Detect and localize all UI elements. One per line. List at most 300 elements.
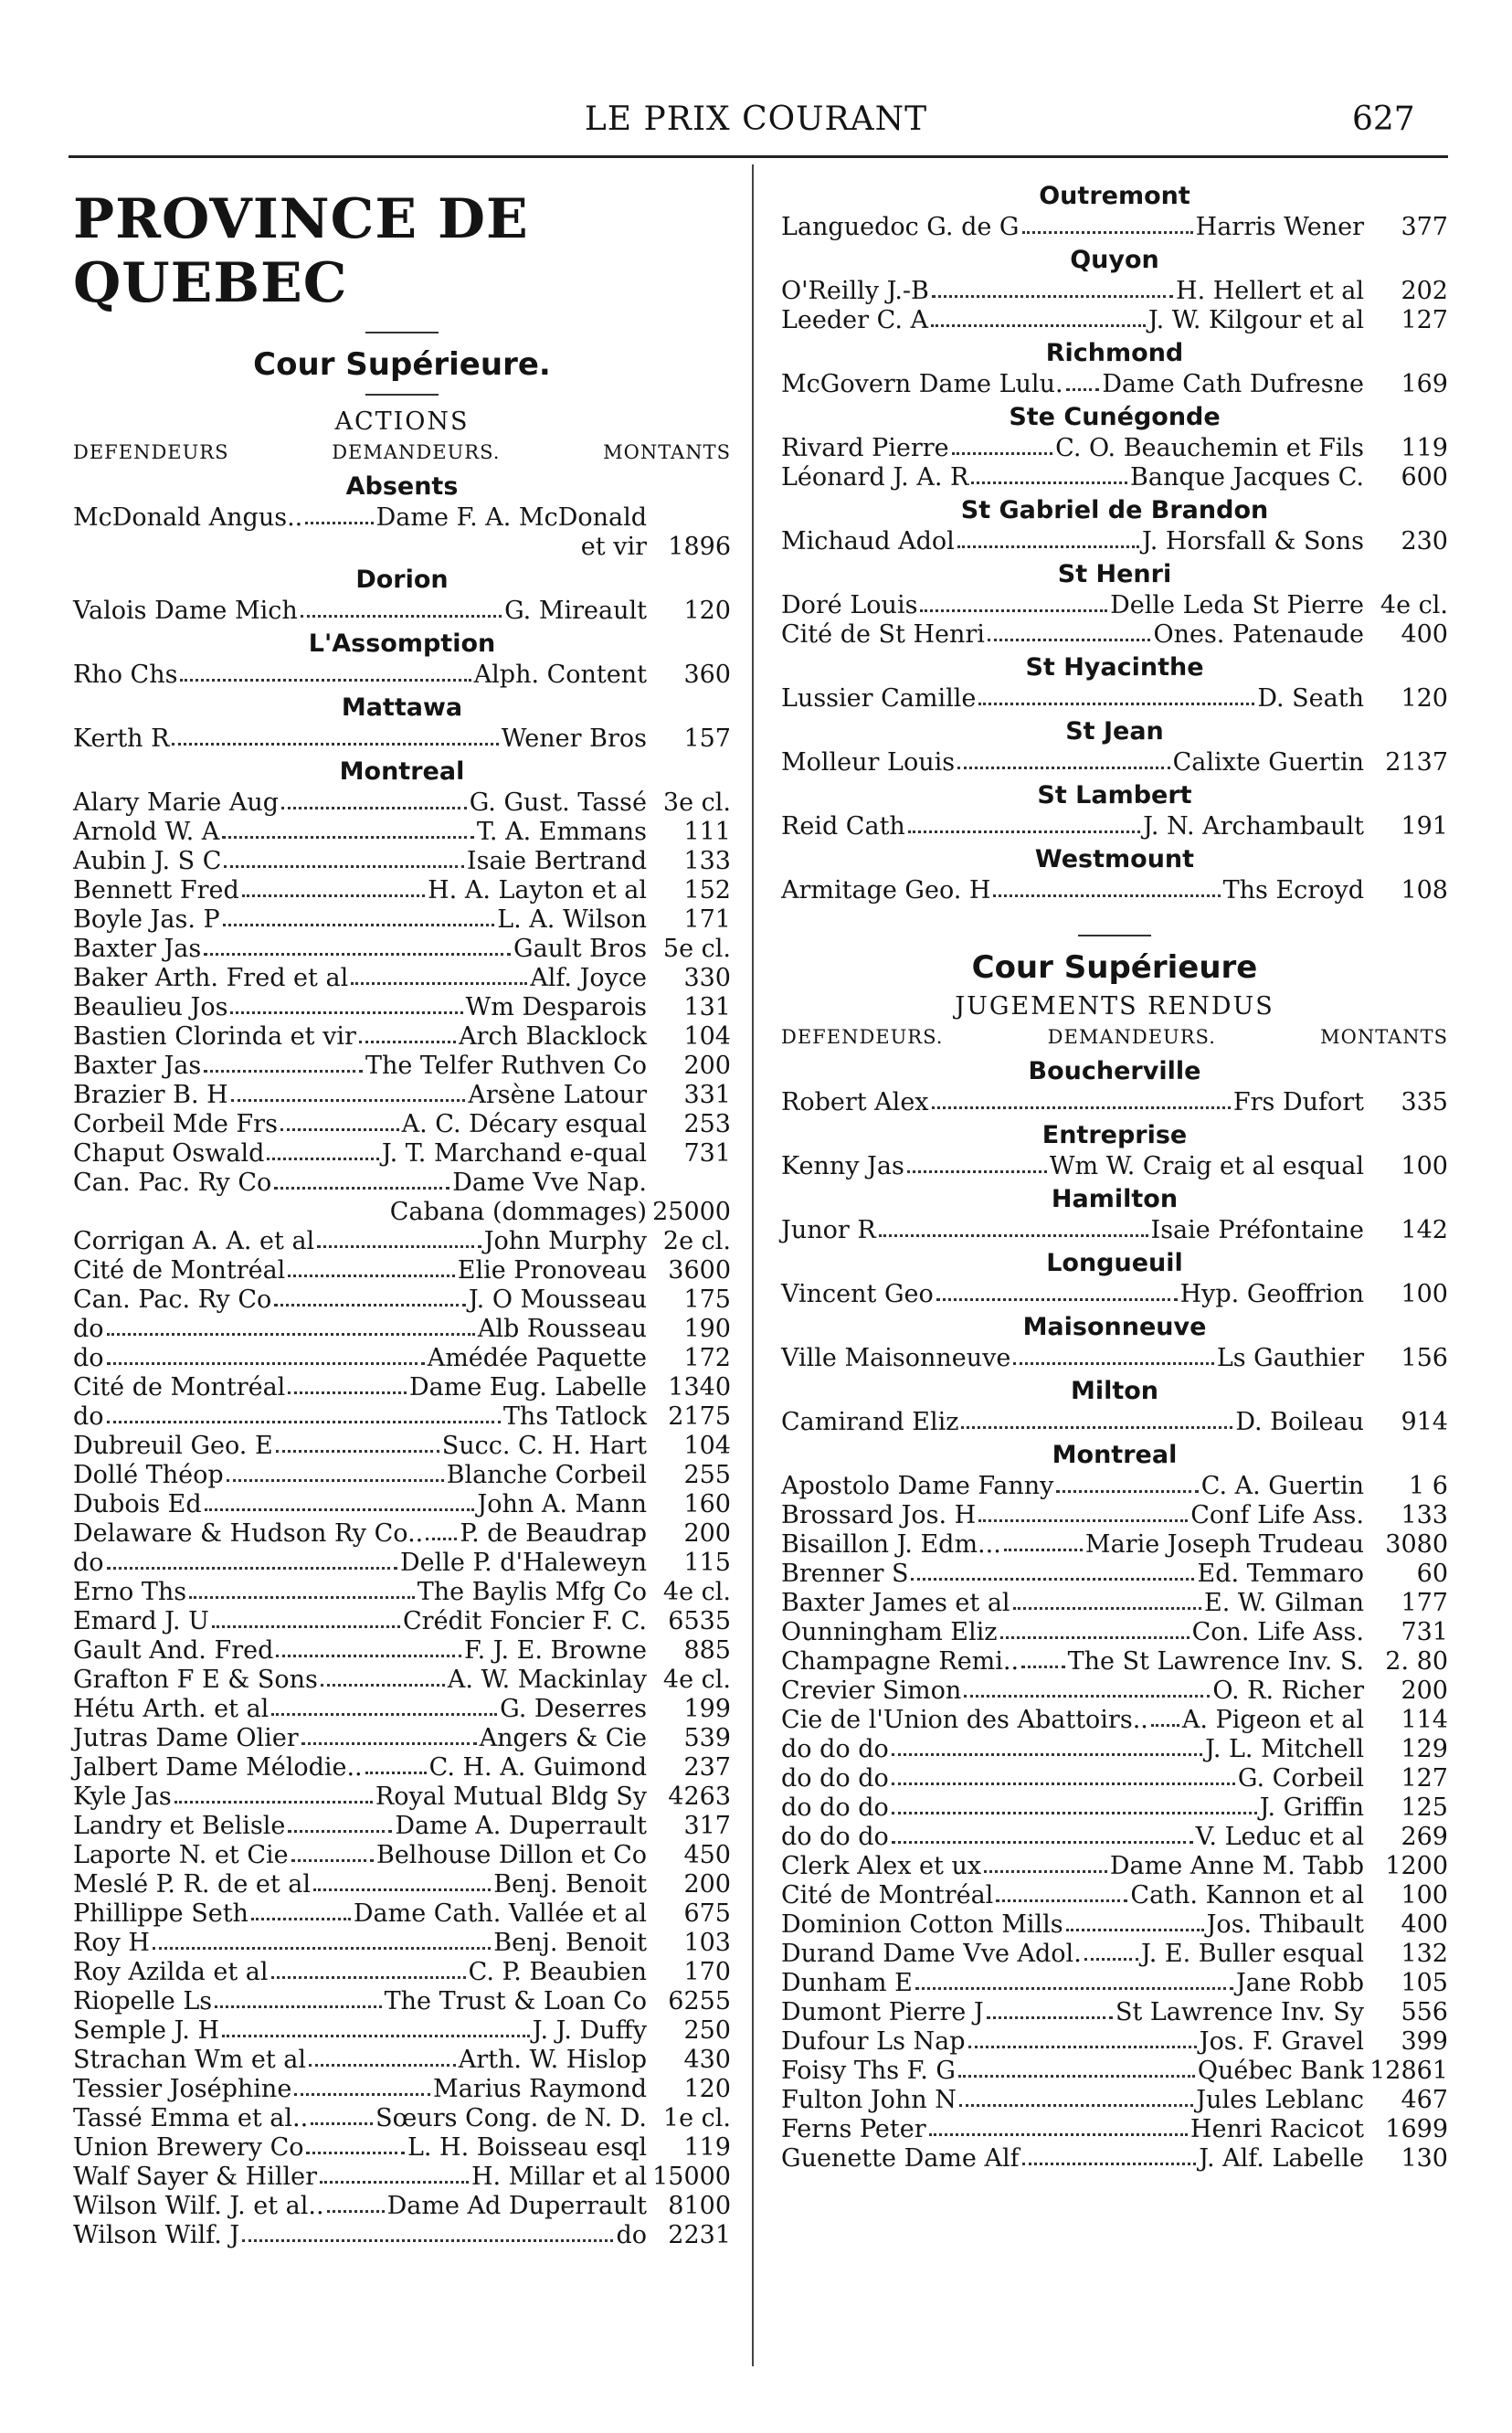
list-item	[781, 2144, 1448, 2174]
plaintiff-name: C. A. Guertin	[1200, 1472, 1364, 1500]
defendant-name: Boyle Jas. P	[73, 905, 220, 934]
defendant-name: Cité de Montréal	[73, 1373, 286, 1402]
defendant-name: Cité de St Henri	[781, 620, 985, 649]
defendant-name: Lussier Camille	[781, 684, 977, 713]
list-item	[73, 2221, 731, 2250]
list-item	[73, 1987, 731, 2016]
section-heading: St Jean	[1065, 717, 1164, 746]
defendant-name: Dumont Pierre J	[781, 1998, 984, 2026]
dot-leader	[996, 1899, 1127, 1902]
list-item	[781, 1852, 1448, 1881]
dot-leader	[1021, 1665, 1065, 1668]
amount-value: 377	[1401, 213, 1448, 241]
list-item	[781, 1408, 1448, 1437]
left-column	[73, 178, 731, 2250]
amount-value: 175	[683, 1285, 731, 1314]
dot-leader	[212, 1624, 400, 1628]
amount-value: 4e cl.	[1380, 591, 1448, 619]
dot-leader	[317, 1244, 481, 1248]
amount-value: 127	[1401, 1764, 1448, 1793]
amount-value: 2175	[668, 1402, 731, 1431]
dot-leader	[932, 1105, 1231, 1109]
list-item	[781, 1589, 1448, 1618]
list-item	[73, 1724, 731, 1753]
plaintiff-name: Dame Cath. Vallée et al	[353, 1899, 647, 1928]
defendant-name: Corrigan A. A. et al	[73, 1227, 315, 1255]
dot-leader	[189, 1595, 415, 1599]
plaintiff-name: Québec Bank	[1197, 2057, 1364, 2085]
plaintiff-name: Benj. Benoit	[493, 1870, 647, 1899]
amount-value: 8100	[668, 2192, 731, 2220]
dot-leader	[984, 1869, 1107, 1873]
amount-value: 360	[683, 661, 731, 689]
section-heading: Mattawa	[341, 693, 463, 722]
list-item	[73, 818, 731, 847]
dot-leader	[153, 1946, 491, 1950]
plaintiff-name: T. A. Emmans	[476, 818, 647, 846]
list-item	[781, 463, 1448, 492]
defendant-name: Junor R	[781, 1216, 876, 1244]
left-sections	[73, 471, 731, 2250]
list-item	[73, 1256, 731, 1285]
dot-leader	[892, 1811, 1257, 1814]
list-item	[781, 1560, 1448, 1589]
list-item	[73, 1812, 731, 1841]
list-item	[781, 277, 1448, 306]
plaintiff-name: P. de Beaudrap	[460, 1519, 647, 1548]
dot-leader	[1013, 1361, 1213, 1365]
amount-value: 177	[1401, 1589, 1448, 1617]
section-heading: Absents	[345, 472, 459, 501]
dot-leader	[1084, 1957, 1138, 1961]
dot-leader	[242, 894, 425, 897]
defendant-name: Arnold W. A	[73, 818, 220, 846]
plaintiff-name: D. Boileau	[1235, 1408, 1364, 1436]
list-item	[73, 1958, 731, 1987]
defendant-name: Roy Azilda et al	[73, 1958, 269, 1986]
defendant-name: Léonard J. A. R	[781, 463, 969, 492]
dot-leader	[230, 1010, 462, 1014]
dot-leader	[205, 1507, 475, 1511]
section-heading: Dorion	[355, 566, 449, 594]
plaintiff-name: Ths Tatlock	[502, 1402, 647, 1431]
amount-value: 100	[1401, 1280, 1448, 1308]
amount-value: 3080	[1385, 1530, 1448, 1559]
amount-value: 200	[683, 1870, 731, 1899]
plaintiff-name: Dame Anne M. Tabb	[1109, 1852, 1364, 1880]
section-heading: Maisonneuve	[1022, 1313, 1207, 1341]
plaintiff-name: Marius Raymond	[433, 2075, 647, 2103]
list-item	[73, 1841, 731, 1870]
defendants-heading: DEFENDEURS	[73, 441, 229, 463]
amount-value: 1200	[1385, 1852, 1448, 1880]
list-item	[781, 1501, 1448, 1530]
plaintiff-name: St Lawrence Inv. Sy	[1115, 1998, 1364, 2026]
section-heading: St Gabriel de Brandon	[960, 496, 1269, 524]
dot-leader	[227, 1478, 444, 1482]
defendant-name: McDonald Angus..	[73, 503, 303, 532]
list-item	[73, 1636, 731, 1666]
plaintiff-name: Blanche Corbeil	[446, 1461, 647, 1489]
plaintiff-name: do	[616, 2221, 647, 2249]
dot-leader	[351, 981, 527, 985]
defendant-name: Leeder C. A	[781, 306, 928, 334]
right-column	[781, 178, 1448, 2174]
plaintiff-name: John A. Mann	[477, 1490, 647, 1518]
dot-leader	[1151, 1723, 1179, 1727]
amount-value: 5e cl.	[662, 935, 731, 963]
amount-value: 25000	[652, 1198, 731, 1226]
defendant-name: Valois Dame Mich	[73, 597, 298, 625]
amount-value: 60	[1416, 1560, 1448, 1588]
list-item	[73, 661, 731, 690]
list-item	[73, 935, 731, 964]
defendant-name: Baxter James et al	[781, 1589, 1010, 1617]
dot-leader	[964, 1694, 1210, 1698]
list-item	[73, 993, 731, 1022]
section-heading: Richmond	[1045, 339, 1184, 367]
list-item	[73, 788, 731, 818]
defendant-name: Brazier B. H	[73, 1081, 228, 1109]
amount-value: 130	[1401, 2144, 1448, 2173]
plaintiff-name: Wm W. Craig et al esqual	[1049, 1152, 1364, 1180]
defendant-name: Ville Maisonneuve	[781, 1344, 1011, 1372]
plaintiff-name: J. T. Marchand e-qual	[381, 1139, 647, 1168]
amount-value: 127	[1401, 306, 1448, 334]
amount-value: 157	[683, 725, 731, 753]
amount-value: 119	[683, 2133, 731, 2162]
list-item	[781, 684, 1448, 714]
defendant-name: Robert Alex	[781, 1088, 929, 1116]
list-item	[73, 1899, 731, 1929]
dot-leader	[267, 1157, 379, 1160]
plaintiff-name: Frs Dufort	[1232, 1088, 1364, 1116]
defendant-name: Laporte N. et Cie	[73, 1841, 289, 1869]
list-item	[73, 964, 731, 993]
amount-value: 1699	[1385, 2115, 1448, 2143]
defendant-name: Apostolo Dame Fanny	[781, 1472, 1054, 1500]
list-item	[781, 1216, 1448, 1245]
dot-leader	[107, 1361, 425, 1365]
dot-leader	[242, 2238, 613, 2242]
list-item	[781, 1280, 1448, 1309]
amount-value: 539	[683, 1724, 731, 1752]
defendant-name: Dominion Cotton Mills	[781, 1910, 1063, 1939]
defendant-name: Wilson Wilf. J	[73, 2221, 240, 2249]
defendant-name: Strachan Wm et al	[73, 2046, 307, 2074]
dot-leader	[313, 1888, 491, 1891]
plaintiff-name: Dame Eug. Labelle	[409, 1373, 647, 1402]
list-item	[781, 748, 1448, 778]
dot-leader	[223, 923, 495, 926]
dot-leader	[879, 1233, 1148, 1237]
list-item	[73, 1753, 731, 1782]
defendant-name: Can. Pac. Ry Co	[73, 1285, 272, 1314]
plaintiff-name: Jos. F. Gravel	[1199, 2027, 1364, 2056]
plaintiff-name: Ths Ecroyd	[1222, 876, 1364, 904]
list-item	[781, 1910, 1448, 1940]
amount-value: 125	[1401, 1793, 1448, 1822]
dot-leader	[271, 1975, 466, 1979]
list-item	[781, 2057, 1448, 2086]
list-item	[781, 1793, 1448, 1823]
plaintiff-name: Wener Bros	[501, 725, 647, 753]
section-heading: Boucherville	[1028, 1057, 1201, 1085]
amount-value: 111	[683, 818, 731, 846]
section-heading: St Hyacinthe	[1025, 653, 1204, 682]
dot-leader	[908, 830, 1140, 833]
defendant-name: Molleur Louis	[781, 748, 956, 777]
dot-leader	[321, 1683, 445, 1687]
column-divider	[752, 164, 754, 2366]
dot-leader	[929, 2132, 1188, 2136]
dot-leader	[288, 1829, 392, 1833]
plaintiff-name: Con. Life Ass.	[1191, 1618, 1364, 1646]
defendant-name: Landry et Belisle	[73, 1812, 286, 1840]
list-item	[73, 1402, 731, 1432]
list-item	[73, 1695, 731, 1724]
amount-value: 2137	[1385, 748, 1448, 777]
dot-leader	[892, 1782, 1235, 1785]
plaintiff-name: G. Gust. Tassé	[469, 788, 647, 817]
dot-leader	[309, 2063, 456, 2067]
defendant-name: Baxter Jas	[73, 935, 202, 963]
amount-value: 133	[1401, 1501, 1448, 1529]
defendant-name: do do do	[781, 1735, 889, 1763]
section-heading: Montreal	[1052, 1441, 1178, 1469]
amount-value: 3600	[668, 1256, 731, 1285]
plaintiff-name: Gault Bros	[513, 935, 647, 963]
amount-value: 200	[683, 1519, 731, 1548]
defendant-name: Kyle Jas	[73, 1782, 172, 1811]
list-item	[781, 812, 1448, 841]
dot-leader	[107, 1566, 397, 1570]
dot-leader	[274, 1186, 449, 1190]
plaintiff-name: Isaie Bertrand	[466, 847, 647, 875]
dot-leader	[311, 2121, 373, 2125]
header-rule	[69, 155, 1448, 158]
list-item	[73, 1519, 731, 1549]
list-item	[73, 503, 731, 533]
dot-leader	[993, 894, 1220, 897]
defendant-name: Wilson Wilf. J. et al..	[73, 2192, 324, 2220]
defendants-heading: DEFENDEURS.	[781, 1026, 944, 1048]
list-item	[781, 434, 1448, 463]
dot-leader	[936, 1297, 1178, 1301]
section-heading: Quyon	[1070, 246, 1159, 274]
plaintiff-name: Crédit Foncier F. C.	[403, 1607, 647, 1635]
dot-leader	[988, 638, 1151, 641]
amount-value: 2231	[668, 2221, 731, 2249]
defendant-name: Baker Arth. Fred et al	[73, 964, 349, 992]
list-item	[73, 1666, 731, 1695]
defendant-name: Aubin J. S C	[73, 847, 222, 875]
list-item	[73, 2104, 731, 2133]
amount-value: 100	[1401, 1881, 1448, 1909]
list-item	[73, 1929, 731, 1958]
defendant-name: Chaput Oswald	[73, 1139, 265, 1168]
dot-leader	[1066, 1928, 1204, 1931]
amount-value: 119	[1401, 434, 1448, 462]
section-heading: Longueuil	[1046, 1249, 1183, 1277]
dot-leader	[911, 1577, 1194, 1581]
plaintiff-name: G. Mireault	[504, 597, 647, 625]
amount-value: 600	[1401, 463, 1448, 492]
dot-leader	[224, 864, 464, 868]
plaintiff-name: J. Griffin	[1259, 1793, 1364, 1822]
amount-value: 250	[683, 2016, 731, 2045]
amount-value: 160	[683, 1490, 731, 1518]
amount-value: 675	[683, 1899, 731, 1928]
plaintiff-name: A. C. Décary esqual	[401, 1110, 647, 1138]
plaintiffs-heading: DEMANDEURS.	[332, 441, 501, 463]
dot-leader	[288, 1391, 407, 1394]
amount-value: 120	[1401, 684, 1448, 713]
dot-leader	[365, 1771, 427, 1774]
defendant-name: Gault And. Fred	[73, 1636, 274, 1665]
list-item	[781, 1677, 1448, 1706]
section-heading: Ste Cunégonde	[1009, 403, 1221, 431]
defendant-name: Camirand Eliz	[781, 1408, 959, 1436]
dot-leader	[931, 323, 1146, 327]
list-item	[781, 1706, 1448, 1735]
court-title-right: Cour Supérieure	[971, 949, 1258, 986]
amount-value: 467	[1401, 2086, 1448, 2114]
defendant-name: do	[73, 1549, 104, 1577]
dot-leader	[958, 2074, 1195, 2078]
dot-leader	[359, 1040, 456, 1043]
defendant-name: Fulton John N	[781, 2086, 957, 2114]
dot-leader	[959, 2103, 1193, 2107]
amount-value: 399	[1401, 2027, 1448, 2056]
plaintiff-name: Hyp. Geoffrion	[1179, 1280, 1364, 1308]
dot-leader	[280, 1127, 399, 1131]
plaintiff-name: Dame F. A. McDonald	[375, 503, 647, 532]
plaintiff-name: Benj. Benoit	[493, 1929, 647, 1957]
amount-value: 400	[1401, 620, 1448, 649]
dot-leader	[1022, 230, 1193, 234]
plaintiff-name: Elie Pronoveau	[457, 1256, 647, 1285]
list-item	[781, 527, 1448, 556]
defendant-name: Phillippe Seth	[73, 1899, 248, 1928]
amount-value: 200	[683, 1052, 731, 1080]
plaintiff-name: Belhouse Dillon et Co	[375, 1841, 647, 1869]
defendant-name: Cie de l'Union des Abattoirs..	[781, 1706, 1148, 1734]
plaintiff-name: Delle Leda St Pierre	[1110, 591, 1364, 619]
amount-value: 450	[683, 1841, 731, 1869]
defendant-name: Dollé Théop	[73, 1461, 224, 1489]
plaintiff-name: J. Alf. Labelle	[1199, 2144, 1364, 2173]
dot-leader	[920, 608, 1107, 612]
plaintiff-name: Dame Vve Nap.	[452, 1169, 647, 1197]
defendant-name: Tessier Joséphine	[73, 2075, 292, 2103]
defendant-name: Brenner S	[781, 1560, 909, 1588]
plaintiff-name: C. P. Beaubien	[468, 1958, 647, 1986]
list-item	[73, 905, 731, 935]
list-item	[73, 1607, 731, 1636]
section-heading: Westmount	[1034, 845, 1195, 873]
amount-value: 105	[1401, 1969, 1448, 1997]
defendant-name: Baxter Jas	[73, 1052, 202, 1080]
list-item	[781, 370, 1448, 399]
plaintiff-name: Marie Joseph Trudeau	[1084, 1530, 1364, 1559]
plaintiff-name: L. H. Boisseau esql	[407, 2133, 647, 2162]
column-headings-right	[781, 1022, 1448, 1052]
list-item	[781, 1152, 1448, 1181]
defendant-name: Grafton F E & Sons	[73, 1666, 318, 1694]
list-item	[73, 1227, 731, 1256]
column-headings	[73, 438, 731, 467]
defendant-name: Bastien Clorinda et vir	[73, 1022, 356, 1051]
list-item	[73, 2192, 731, 2221]
title-rule	[365, 332, 439, 333]
defendant-name: Rivard Pierre	[781, 434, 949, 462]
dot-leader	[892, 1840, 1193, 1844]
section-heading: Hamilton	[1051, 1185, 1179, 1213]
amount-value: 114	[1401, 1706, 1448, 1734]
defendant-name: Kerth R	[73, 725, 170, 753]
list-item	[73, 1169, 731, 1198]
defendant-name: Guenette Dame Alf	[781, 2144, 1020, 2173]
plaintiff-name: Arch Blacklock	[459, 1022, 647, 1051]
dot-leader	[327, 2209, 385, 2213]
plaintiff-name: The Baylis Mfg Co	[417, 1578, 647, 1606]
dot-leader	[301, 614, 502, 618]
amount-value: 190	[683, 1315, 731, 1343]
amount-value: 731	[683, 1139, 731, 1168]
list-item	[73, 2133, 731, 2163]
list-item	[73, 847, 731, 876]
defendant-name: Tassé Emma et al..	[73, 2104, 309, 2132]
amount-value: 103	[683, 1929, 731, 1957]
actions-subtitle: ACTIONS	[334, 407, 470, 436]
defendant-name: McGovern Dame Lulu.	[781, 370, 1063, 398]
list-item	[73, 1870, 731, 1899]
amount-value: 230	[1401, 527, 1448, 555]
list-item	[73, 1461, 731, 1490]
list-item	[781, 1764, 1448, 1793]
amount-value: 269	[1401, 1823, 1448, 1851]
dot-leader	[306, 2151, 404, 2154]
dot-leader	[222, 2034, 530, 2037]
section-heading: Montreal	[339, 757, 465, 786]
list-item	[781, 1735, 1448, 1764]
plaintiffs-heading: DEMANDEURS.	[1047, 1026, 1216, 1048]
list-item	[73, 1432, 731, 1461]
amount-value: 199	[683, 1695, 731, 1723]
dot-leader	[968, 2045, 1197, 2048]
list-item	[73, 1782, 731, 1812]
amount-value: 330	[683, 964, 731, 992]
plaintiff-name: Ls Gauthier	[1216, 1344, 1364, 1372]
court-rule-right	[1078, 935, 1151, 936]
plaintiff-name: Cath. Kannon et al	[1130, 1881, 1364, 1909]
plaintiff-name: Arth. W. Hislop	[458, 2046, 647, 2074]
dot-leader	[215, 2005, 382, 2008]
court-rule	[365, 394, 439, 396]
amount-value: 885	[683, 1636, 731, 1665]
dot-leader	[1013, 1606, 1201, 1610]
dot-leader	[907, 1169, 1047, 1173]
defendant-name: Riopelle Ls	[73, 1987, 213, 2015]
plaintiff-name: Amédée Paquette	[427, 1344, 647, 1372]
defendant-name: Cité de Montréal	[781, 1881, 994, 1909]
plaintiff-name: The Trust & Loan Co	[384, 1987, 647, 2015]
dot-leader	[1022, 2162, 1197, 2165]
defendant-name: Hétu Arth. et al	[73, 1695, 270, 1723]
defendant-name: Beaulieu Jos	[73, 993, 228, 1021]
amount-value: 731	[1401, 1618, 1448, 1646]
